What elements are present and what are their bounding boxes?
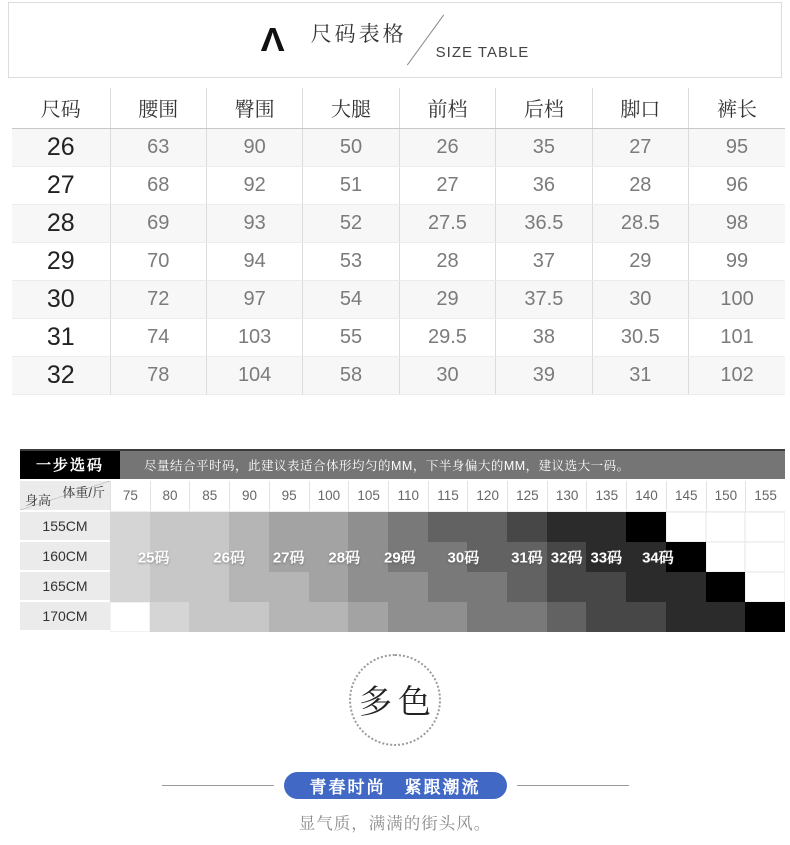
size-table-header-row — [12, 88, 785, 128]
heatmap-cell — [666, 512, 706, 542]
measurement-cell: 28 — [592, 166, 688, 204]
size-table-column-header: 前档 — [399, 88, 495, 128]
heatmap-cell — [507, 572, 547, 602]
size-band-label: 34码 — [642, 549, 674, 566]
heatmap-cell — [229, 542, 269, 572]
heatmap-cell — [547, 602, 587, 632]
banner-row — [0, 772, 790, 799]
heatmap-cell — [269, 542, 309, 572]
measurement-cell: 63 — [110, 128, 206, 166]
heatmap-cell — [229, 512, 269, 542]
weight-header-cell: 120 — [467, 481, 507, 512]
heatmap-cell — [110, 572, 150, 602]
heatmap-cell — [150, 512, 190, 542]
heatmap-cell — [745, 542, 785, 572]
weight-header-cell: 115 — [428, 481, 468, 512]
heatmap-cell — [586, 512, 626, 542]
heatmap-cell — [348, 512, 388, 542]
heatmap-cell — [150, 602, 190, 632]
banner-pill: 青春时尚 紧跟潮流 — [284, 772, 507, 799]
measurement-cell: 69 — [110, 204, 206, 242]
measurement-cell: 92 — [206, 166, 302, 204]
size-value-cell: 31 — [12, 318, 110, 356]
heatmap-cell — [388, 512, 428, 542]
size-table-column-header: 腰围 — [110, 88, 206, 128]
size-table-column-header: 裤长 — [689, 88, 785, 128]
size-band-label: 33码 — [590, 549, 623, 566]
heatmap-cell — [586, 542, 626, 572]
picker-corner-cell — [20, 481, 110, 512]
size-value-cell: 26 — [12, 128, 110, 166]
size-band-label: 31码 — [511, 549, 543, 566]
weight-header-cell: 145 — [666, 481, 706, 512]
heatmap-cell — [309, 602, 349, 632]
weight-header-cell: 105 — [348, 481, 388, 512]
section-title-en: SIZE TABLE — [435, 43, 530, 61]
size-band-label: 25码 — [137, 549, 170, 566]
weight-header-cell: 90 — [229, 481, 269, 512]
heatmap-cell — [110, 602, 150, 632]
size-picker-section — [20, 449, 785, 632]
heatmap-cell — [467, 602, 507, 632]
measurement-cell: 94 — [206, 242, 302, 280]
weight-header-cell: 100 — [309, 481, 349, 512]
measurement-cell: 30 — [592, 280, 688, 318]
heatmap-cell — [507, 512, 547, 542]
heatmap-cell — [626, 512, 666, 542]
size-table-column-header: 尺码 — [12, 88, 110, 128]
measurement-cell: 50 — [303, 128, 399, 166]
size-value-cell: 30 — [12, 280, 110, 318]
heatmap-cell — [388, 572, 428, 602]
measurement-cell: 31 — [592, 356, 688, 394]
measurement-cell: 38 — [496, 318, 592, 356]
measurement-cell: 98 — [689, 204, 785, 242]
heatmap-cell — [309, 542, 349, 572]
heatmap-cell — [428, 542, 468, 572]
size-value-cell: 29 — [12, 242, 110, 280]
heatmap-cell — [269, 602, 309, 632]
measurement-cell: 27.5 — [399, 204, 495, 242]
measurement-cell: 93 — [206, 204, 302, 242]
heatmap-cell — [666, 572, 706, 602]
heatmap-cell — [388, 602, 428, 632]
heatmap-cell — [189, 602, 229, 632]
multicolor-section — [0, 654, 790, 746]
heatmap-cell — [586, 602, 626, 632]
size-picker-grid — [20, 481, 785, 632]
measurement-cell: 39 — [496, 356, 592, 394]
heatmap-cell — [348, 602, 388, 632]
weight-header-cell: 75 — [110, 481, 150, 512]
heatmap-cell — [745, 602, 785, 632]
heatmap-cell — [110, 542, 150, 572]
measurement-cell: 99 — [689, 242, 785, 280]
heatmap-cell — [348, 542, 388, 572]
measurement-cell: 28.5 — [592, 204, 688, 242]
size-band-label: 28码 — [328, 549, 361, 566]
heatmap-cell — [428, 602, 468, 632]
heatmap-cell — [229, 572, 269, 602]
heatmap-cell — [706, 542, 746, 572]
weight-header-cell: 80 — [150, 481, 190, 512]
brand-logo-icon: Λ — [260, 20, 285, 59]
size-band-label: 32码 — [550, 549, 583, 566]
measurement-cell: 51 — [303, 166, 399, 204]
measurement-cell: 27 — [399, 166, 495, 204]
heatmap-cell — [189, 572, 229, 602]
measurement-cell: 55 — [303, 318, 399, 356]
heatmap-cell — [428, 572, 468, 602]
measurement-cell: 53 — [303, 242, 399, 280]
measurement-cell: 100 — [689, 280, 785, 318]
size-table-column-header: 臀围 — [206, 88, 302, 128]
size-band-label: 29码 — [384, 549, 416, 566]
measurement-cell: 37.5 — [496, 280, 592, 318]
corner-label-weight: 体重/斤 — [62, 484, 105, 500]
measurement-cell: 70 — [110, 242, 206, 280]
banner-line-right — [517, 785, 629, 786]
size-table-column-header: 大腿 — [303, 88, 399, 128]
weight-header-cell: 150 — [706, 481, 746, 512]
measurement-cell: 72 — [110, 280, 206, 318]
banner-line-left — [162, 785, 274, 786]
multicolor-circle — [349, 654, 441, 746]
heatmap-cell — [745, 572, 785, 602]
heatmap-cell — [507, 542, 547, 572]
heatmap-cell — [110, 512, 150, 542]
heatmap-cell — [467, 542, 507, 572]
heatmap-cell — [189, 542, 229, 572]
heatmap-cell — [348, 572, 388, 602]
size-band-label: 26码 — [213, 549, 245, 566]
size-picker-badge: 一步选码 — [20, 451, 120, 479]
size-table — [12, 88, 785, 395]
tagline: 显气质，满满的街头风。 — [298, 814, 492, 833]
height-header-cell: 155CM — [20, 512, 110, 542]
weight-header-cell: 130 — [547, 481, 587, 512]
heatmap-cell — [269, 572, 309, 602]
measurement-cell: 78 — [110, 356, 206, 394]
heatmap-cell — [150, 542, 190, 572]
measurement-cell: 96 — [689, 166, 785, 204]
measurement-cell: 103 — [206, 318, 302, 356]
size-table-row — [12, 204, 785, 242]
heatmap-cell — [586, 572, 626, 602]
heatmap-cell — [745, 512, 785, 542]
heatmap-cell — [706, 572, 746, 602]
height-header-cell: 170CM — [20, 602, 110, 632]
measurement-cell: 26 — [399, 128, 495, 166]
size-table-row — [12, 356, 785, 394]
heatmap-cell — [388, 542, 428, 572]
heatmap-cell — [189, 512, 229, 542]
measurement-cell: 97 — [206, 280, 302, 318]
section-title-cn: 尺码表格 — [310, 23, 407, 46]
heatmap-cell — [626, 572, 666, 602]
measurement-cell: 28 — [399, 242, 495, 280]
weight-header-cell: 155 — [745, 481, 785, 512]
size-band-label: 27码 — [272, 549, 305, 566]
size-table-row — [12, 242, 785, 280]
weight-header-cell: 135 — [586, 481, 626, 512]
height-header-cell: 160CM — [20, 542, 110, 572]
size-table-row — [12, 166, 785, 204]
size-value-cell: 28 — [12, 204, 110, 242]
measurement-cell: 30.5 — [592, 318, 688, 356]
multicolor-label: 多色 — [359, 682, 437, 721]
heatmap-cell — [229, 602, 269, 632]
measurement-cell: 30 — [399, 356, 495, 394]
size-picker-grid-wrap — [20, 481, 785, 632]
heatmap-cell — [547, 572, 587, 602]
measurement-cell: 58 — [303, 356, 399, 394]
heatmap-cell — [666, 542, 706, 572]
heatmap-cell — [706, 602, 746, 632]
size-table-row — [12, 280, 785, 318]
heatmap-cell — [269, 512, 309, 542]
size-value-cell: 27 — [12, 166, 110, 204]
heatmap-cell — [467, 512, 507, 542]
weight-header-cell: 85 — [189, 481, 229, 512]
brand-header — [8, 2, 782, 78]
size-table-row — [12, 128, 785, 166]
weight-header-cell: 125 — [507, 481, 547, 512]
weight-header-cell: 95 — [269, 481, 309, 512]
size-band-label: 30码 — [447, 549, 480, 566]
measurement-cell: 68 — [110, 166, 206, 204]
size-table-section — [12, 88, 785, 395]
heatmap-cell — [428, 512, 468, 542]
measurement-cell: 29 — [592, 242, 688, 280]
size-picker-header — [20, 449, 785, 479]
heatmap-cell — [626, 602, 666, 632]
size-value-cell: 32 — [12, 356, 110, 394]
measurement-cell: 102 — [689, 356, 785, 394]
heatmap-cell — [626, 542, 666, 572]
heatmap-cell — [547, 542, 587, 572]
measurement-cell: 104 — [206, 356, 302, 394]
size-table-column-header: 脚口 — [592, 88, 688, 128]
heatmap-cell — [150, 572, 190, 602]
heatmap-cell — [507, 602, 547, 632]
measurement-cell: 36.5 — [496, 204, 592, 242]
measurement-cell: 101 — [689, 318, 785, 356]
heatmap-cell — [309, 572, 349, 602]
height-header-cell: 165CM — [20, 572, 110, 602]
weight-header-cell: 110 — [388, 481, 428, 512]
measurement-cell: 74 — [110, 318, 206, 356]
measurement-cell: 54 — [303, 280, 399, 318]
size-picker-note: 尽量结合平时码，此建议表适合体形均匀的MM，下半身偏大的MM，建议选大一码。 — [120, 451, 785, 479]
heatmap-cell — [706, 512, 746, 542]
size-table-column-header: 后档 — [496, 88, 592, 128]
heatmap-cell — [467, 572, 507, 602]
weight-header-cell: 140 — [626, 481, 666, 512]
measurement-cell: 29.5 — [399, 318, 495, 356]
measurement-cell: 36 — [496, 166, 592, 204]
size-table-row — [12, 318, 785, 356]
measurement-cell: 37 — [496, 242, 592, 280]
heatmap-cell — [547, 512, 587, 542]
measurement-cell: 95 — [689, 128, 785, 166]
measurement-cell: 52 — [303, 204, 399, 242]
heatmap-cell — [309, 512, 349, 542]
measurement-cell: 35 — [496, 128, 592, 166]
corner-label-height: 身高 — [25, 492, 52, 508]
measurement-cell: 27 — [592, 128, 688, 166]
measurement-cell: 90 — [206, 128, 302, 166]
measurement-cell: 29 — [399, 280, 495, 318]
heatmap-cell — [666, 602, 706, 632]
